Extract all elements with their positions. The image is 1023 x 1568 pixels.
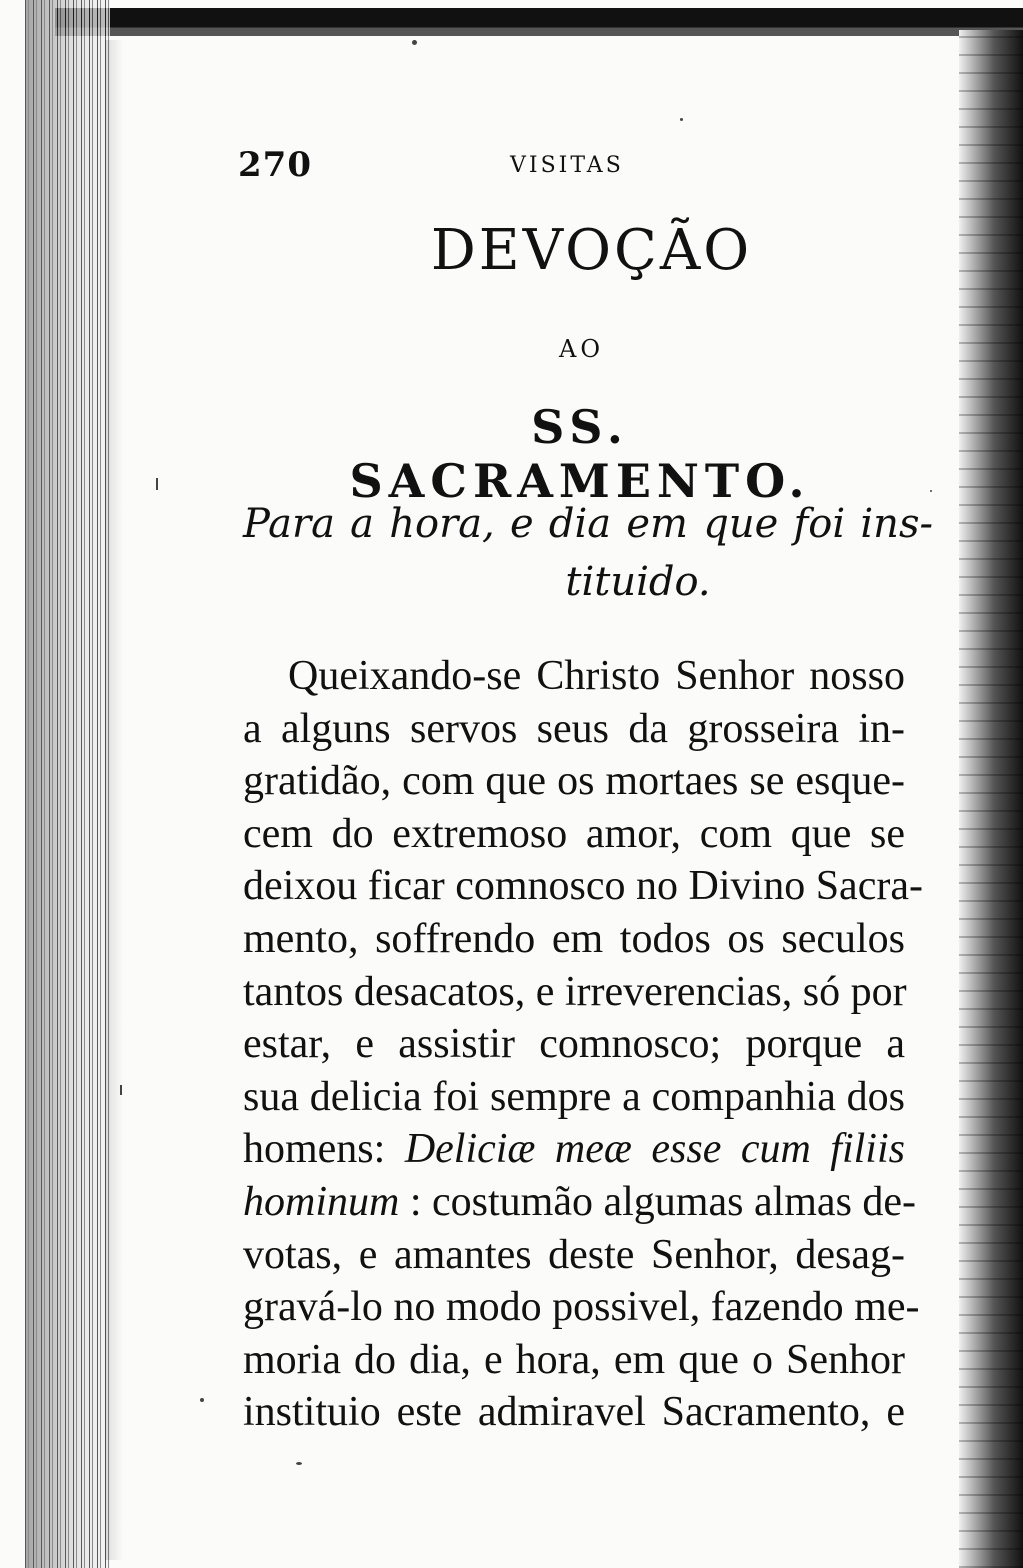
body-line <box>243 1176 917 1229</box>
body-line: gravá-lo no modo possivel, fazendo me- <box>243 1284 920 1331</box>
body-line: gratidão, com que os mortaes se esque- <box>243 758 905 805</box>
body-line: sua delicia foi sempre a companhia dos <box>243 1073 905 1120</box>
body-line: moria do dia, e hora, em que o Senhor <box>243 1336 905 1383</box>
subtitle <box>243 495 933 611</box>
page-number: 270 <box>238 145 312 185</box>
body-line: cem do extremoso amor, com que se <box>243 810 905 857</box>
body-line: mento, soffrendo em todos os seculos <box>243 915 905 962</box>
running-head <box>0 145 1023 185</box>
body-line: instituio este admiravel Sacramento, e <box>243 1389 905 1436</box>
body-paragraph <box>243 650 923 1439</box>
body-line: deixou ficar comnosco no Divino Sacra- <box>243 863 923 910</box>
body-line: Queixando-se Christo Senhor nosso <box>288 653 905 699</box>
latin-quote: Deliciæ meæ esse cum filiis <box>404 1126 905 1173</box>
body-line: a alguns servos seus da grosseira in- <box>243 705 905 752</box>
latin-quote-end: hominum <box>243 1178 400 1225</box>
page-top-edge <box>55 8 1023 36</box>
body-line: tantos desacatos, e irreverencias, só por <box>243 968 907 1015</box>
heading-devocao: DEVOÇÃO <box>430 218 753 283</box>
heading-ss-sacramento: SS. SACRAMENTO. <box>349 400 811 508</box>
body-text-segment: homens: <box>243 1126 386 1173</box>
body-text-segment: : costumão algumas almas de- <box>409 1178 917 1225</box>
body-line: votas, e amantes deste Senhor, desag- <box>243 1231 905 1278</box>
body-line: estar, e assistir comnosco; porque a <box>243 1021 905 1068</box>
subtitle-line-2: tituido. <box>565 559 711 605</box>
heading-ao: AO <box>558 335 604 363</box>
running-title: VISITAS <box>510 153 624 178</box>
subtitle-line-1: Para a hora, e dia em que foi ins- <box>243 501 933 547</box>
body-line <box>243 1123 905 1176</box>
